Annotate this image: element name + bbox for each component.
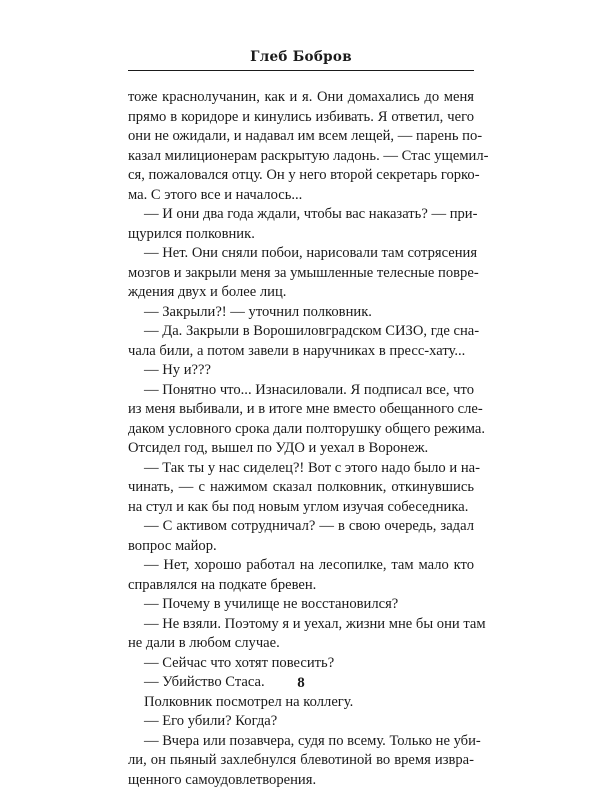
text-line: — Вчера или позавчера, судя по всему. Только не уби- [128, 732, 474, 752]
header-rule [128, 70, 474, 71]
text-line: — Убийство Стаса. [128, 673, 474, 693]
text-line: Полковник посмотрел на коллегу. [128, 693, 474, 713]
running-head: Глеб Бобров [128, 49, 474, 65]
text-line: тоже краснолучанин, как и я. Они домахались до меня [128, 88, 474, 108]
text-line: — Сейчас что хотят повесить? [128, 654, 474, 674]
text-line: чала били, а потом завели в наручниках в пресс-хату... [128, 342, 474, 362]
text-line: — Нет, хорошо работал на лесопилке, там мало кто [128, 556, 474, 576]
text-line: не дали в любом случае. [128, 634, 474, 654]
text-line: на стул и как бы под новым углом изучая собеседника. [128, 498, 474, 518]
text-line: справлялся на подкате бревен. [128, 576, 474, 596]
text-line: — Закрыли?! — уточнил полковник. [128, 303, 474, 323]
text-line: вопрос майор. [128, 537, 474, 557]
text-line: — Да. Закрыли в Ворошиловградском СИЗО, где сна- [128, 322, 474, 342]
text-line: прямо в коридоре и кинулись избивать. Я ответил, чего [128, 108, 474, 128]
text-line: из меня выбивали, и в итоге мне вместо обещанного сле- [128, 400, 474, 420]
text-line: мозгов и закрыли меня за умышленные телесные повре- [128, 264, 474, 284]
text-line: они не ожидали, и надавал им всем лещей, — парень по- [128, 127, 474, 147]
text-line: — С активом сотрудничал? — в свою очередь, задал [128, 517, 474, 537]
text-line: Отсидел год, вышел по УДО и уехал в Воронеж. [128, 439, 474, 459]
text-line: даком условного срока дали полторушку общего режима. [128, 420, 474, 440]
text-line: ма. С этого все и началось... [128, 186, 474, 206]
text-line: щурился полковник. [128, 225, 474, 245]
text-line: — Понятно что... Изнасиловали. Я подписал все, что [128, 381, 474, 401]
text-line: ждения двух и более лиц. [128, 283, 474, 303]
text-line: ли, он пьяный захлебнулся блевотиной во время извра- [128, 751, 474, 771]
text-line: — Ну и??? [128, 361, 474, 381]
text-line: — Почему в училище не восстановился? [128, 595, 474, 615]
text-line: ся, пожаловался отцу. Он у него второй секретарь горко- [128, 166, 474, 186]
text-line: — Не взяли. Поэтому я и уехал, жизни мне бы они там [128, 615, 474, 635]
text-line: — Нет. Они сняли побои, нарисовали там сотрясения [128, 244, 474, 264]
page-number: 8 [128, 675, 474, 692]
text-line: — Его убили? Когда? [128, 712, 474, 732]
text-line: — И они два года ждали, чтобы вас наказать? — при- [128, 205, 474, 225]
text-line: щенного самоудовлетворения. [128, 771, 474, 790]
text-line: — Так ты у нас сиделец?! Вот с этого надо было и на- [128, 459, 474, 479]
text-line: казал милиционерам раскрытую ладонь. — Стас ущемил- [128, 147, 474, 167]
text-line: чинать, — с нажимом сказал полковник, откинувшись [128, 478, 474, 498]
